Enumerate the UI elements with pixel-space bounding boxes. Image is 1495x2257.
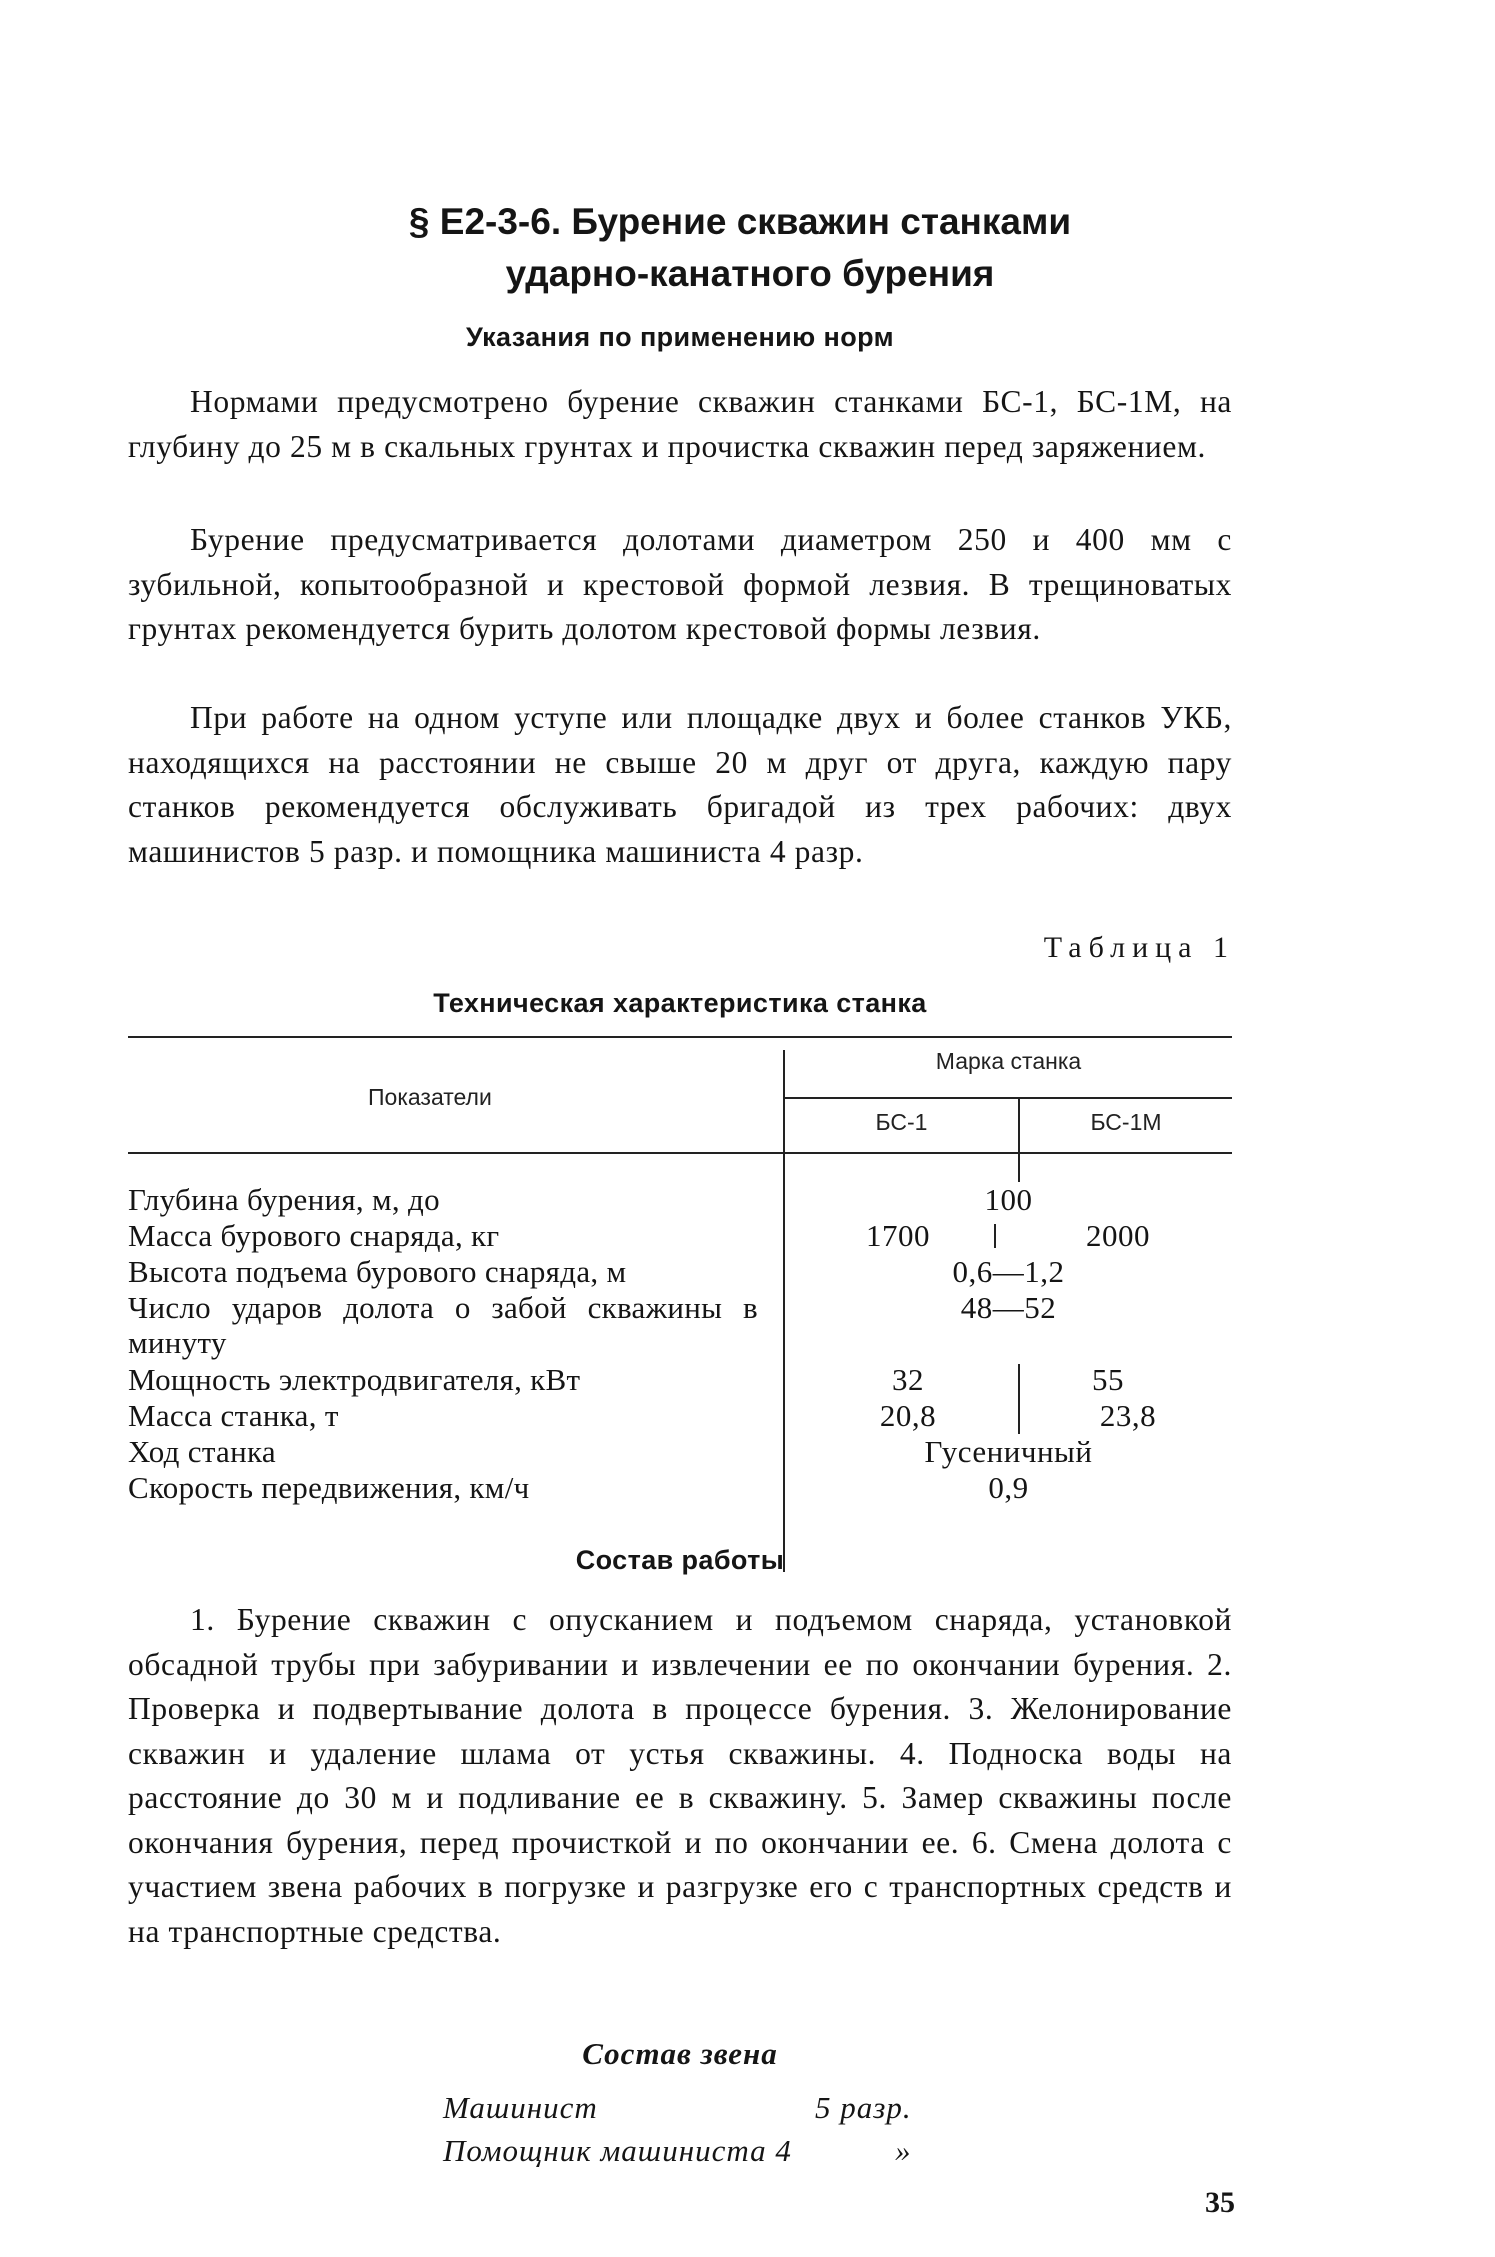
- row-label-lift-height: Высота подъема бурового снаряда, м: [128, 1254, 627, 1289]
- table-top-rule: [128, 1036, 1232, 1038]
- header-col-bs1m: БС-1М: [1090, 1109, 1162, 1135]
- row-label-motor-power: Мощность электродвигателя, кВт: [128, 1362, 581, 1397]
- header-indicators: Показатели: [368, 1084, 492, 1110]
- guidelines-heading: Указания по применению норм: [465, 322, 895, 352]
- row-label-machine-mass: Масса станка, т: [128, 1398, 339, 1433]
- table-caption: Техническая характеристика станка: [433, 988, 927, 1018]
- value-divider-tick: [994, 1224, 996, 1248]
- value-blow-rate: 48—52: [960, 1290, 1057, 1325]
- value-travel-type: Гусеничный: [924, 1434, 1093, 1469]
- header-col-bs1: БС-1: [875, 1109, 928, 1135]
- crew-member-grade: 5 разр.: [815, 2090, 912, 2125]
- guidelines-paragraph-1: Нормами предусмотрено бурение скважин станками БС-1, БС-1М, на глубину до 25 м в скальных грунтах и прочистка скважин перед заряжением.: [128, 384, 1232, 464]
- section-title: [180, 196, 1300, 300]
- table-number-label: Таблица 1: [1043, 931, 1235, 964]
- value-lift-height: 0,6—1,2: [952, 1254, 1065, 1289]
- value-machine-mass-bs1: 20,8: [879, 1398, 937, 1433]
- value-motor-power-bs1: 32: [892, 1362, 924, 1397]
- crew-member-role: Помощник машиниста 4: [443, 2133, 792, 2168]
- row-label-depth: Глубина бурения, м, до: [128, 1182, 440, 1217]
- row-label-blow-rate: Число ударов долота о забой скважины в минуту: [128, 1290, 758, 1360]
- body-column-divider: [783, 1167, 785, 1572]
- section-title-line1: § Е2-3-6. Бурение скважин станками: [408, 201, 1072, 242]
- value-depth: 100: [984, 1182, 1033, 1217]
- value-divider-tick: [1018, 1364, 1020, 1434]
- row-label-travel-type: Ход станка: [128, 1434, 276, 1469]
- page-number: 35: [1205, 2186, 1235, 2219]
- value-motor-power-bs1m: 55: [1092, 1362, 1124, 1397]
- crew-member-grade: »: [895, 2133, 912, 2168]
- row-label-tool-mass: Масса бурового снаряда, кг: [128, 1218, 500, 1253]
- work-scope-paragraph: 1. Бурение скважин с опусканием и подъемом снаряда, установкой обсадной трубы при забуривании и извлечении ее по окончании бурения. 2. Проверка и подвертывание долота в процессе бурения. 3. Желонирование скважин и удаление шлама от устья скважины. 4. Подноска воды на расстояние до 30 м и подливание ее в скважину. 5. Замер скважины после окончания бурения, перед прочисткой и по окончании ее. 6. Смена долота с участием звена рабочих в погрузке и разгрузке его с транспортных средств и на транспортные средства.: [128, 1602, 1232, 1949]
- value-tool-mass-bs1: 1700: [866, 1218, 930, 1253]
- value-tool-mass-bs1m: 2000: [1086, 1218, 1150, 1253]
- guidelines-paragraph-2: Бурение предусматривается долотами диаметром 250 и 400 мм с зубильной, копытообразной и крестовой формой лезвия. В трещиноватых грунтах рекомендуется бурить долотом крестовой формы лезвия.: [128, 522, 1232, 646]
- value-travel-speed: 0,9: [988, 1470, 1029, 1505]
- crew-member-role: Машинист: [443, 2090, 598, 2125]
- table-header-rule: [128, 1152, 1232, 1154]
- guidelines-paragraph-3: При работе на одном уступе или площадке двух и более станков УКБ, находящихся на расстоянии не свыше 20 м друг от друга, каждую пару станков рекомендуется обслуживать бригадой из трех рабочих: двух машинистов 5 разр. и помощника машиниста 4 разр.: [128, 700, 1232, 869]
- value-machine-mass-bs1m: 23,8: [1099, 1398, 1157, 1433]
- work-scope-heading: Состав работы: [575, 1545, 785, 1575]
- crew-heading: Состав звена: [582, 2036, 778, 2071]
- header-brand: Марка станка: [935, 1048, 1082, 1074]
- row-label-travel-speed: Скорость передвижения, км/ч: [128, 1470, 530, 1505]
- header-subrule: [785, 1097, 1232, 1099]
- section-title-line2: ударно-канатного бурения: [505, 253, 995, 294]
